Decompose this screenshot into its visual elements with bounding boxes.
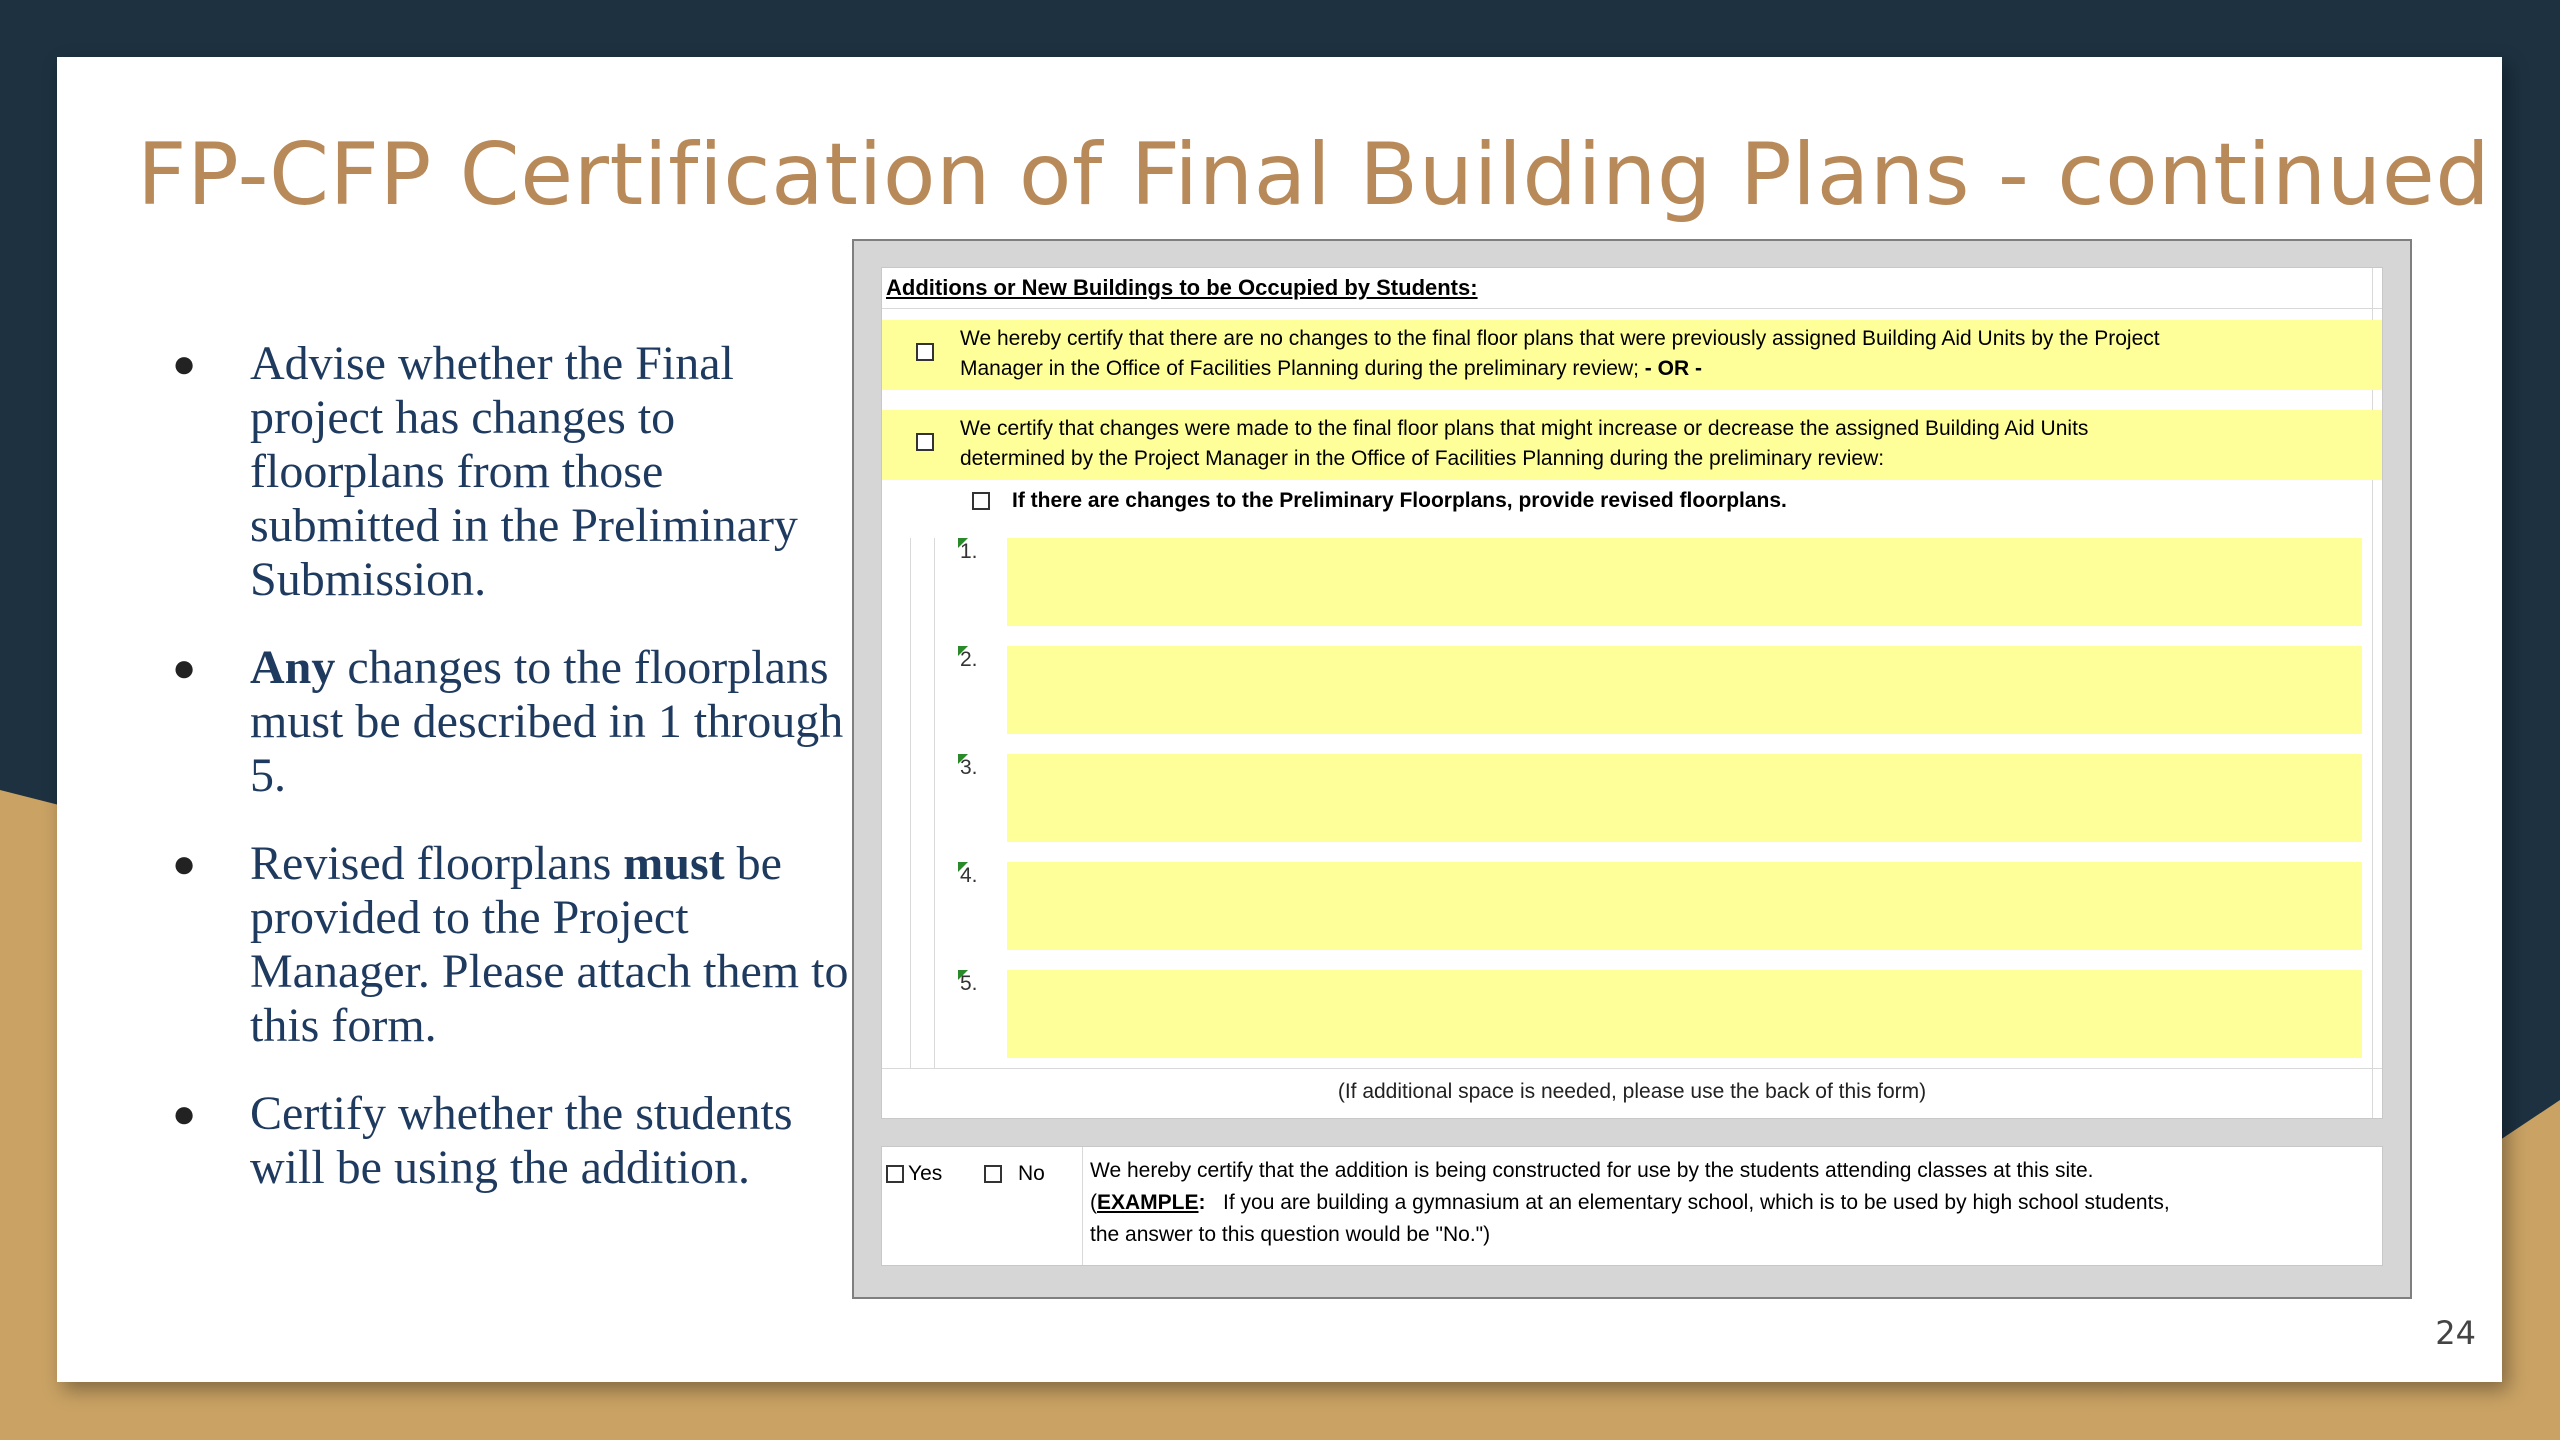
form-header: Additions or New Buildings to be Occupied by Students: (886, 275, 1478, 300)
change-field-5[interactable] (1007, 970, 2362, 1058)
sub-check-label: If there are changes to the Preliminary Floorplans, provide revised floorplans. (1012, 489, 1787, 512)
grid-line (882, 308, 2382, 309)
bullet-icon: ● (172, 1091, 197, 1136)
yes-label: Yes (908, 1162, 943, 1185)
certification-text: We hereby certify that the addition is being constructed for use by the students attending classes at this site. (EXAMPLE: If you are building a gymnasium at an elementary school, which is to be used by high school students, the answer to this question would be "No.") (1090, 1159, 2170, 1246)
checkbox-revised-floorplans[interactable] (972, 492, 990, 510)
page-number: 24 (2435, 1314, 2476, 1352)
additional-space-note: (If additional space is needed, please use the back of this form) (1337, 1080, 1927, 1103)
grid-line (934, 538, 935, 1068)
checkbox-yes[interactable] (886, 1165, 904, 1183)
no-label: No (1018, 1162, 1045, 1185)
bullet-list (172, 337, 852, 1229)
change-field-4[interactable] (1007, 862, 2362, 950)
bullet-icon: ● (172, 841, 197, 886)
grid-line (882, 1068, 2382, 1069)
checkbox-no-changes[interactable] (916, 343, 934, 361)
grid-line (1082, 1147, 1083, 1265)
bullet-item: ● Certify whether the students will be using the addition. (172, 1087, 793, 1194)
checkbox-changes[interactable] (916, 433, 934, 451)
bullet-item: ● Any changes to the floorplans must be described in 1 through 5. (172, 641, 844, 802)
grid-line (2372, 268, 2373, 1118)
change-field-3[interactable] (1007, 754, 2362, 842)
bullet-item: ● Revised floorplans must be provided to the Project Manager. Please attach them to this form. (172, 837, 849, 1052)
grid-line (910, 538, 911, 1068)
form-sheet-bottom (881, 1146, 2383, 1266)
form-screenshot (852, 239, 2412, 1299)
checkbox-no[interactable] (984, 1165, 1002, 1183)
option-no-changes-row: We hereby certify that there are no changes to the final floor plans that were previously assigned Building Aid Units by the Project Manager in the Office of Facilities Planning during the preliminary review; - OR - (882, 320, 2382, 390)
change-field-1[interactable] (1007, 538, 2362, 626)
bullet-icon: ● (172, 341, 197, 386)
slide-title: FP-CFP Certification of Final Building Plans - continued (137, 125, 2491, 225)
bullet-icon: ● (172, 645, 197, 690)
bullet-item: ● Advise whether the Final project has changes to floorplans from those submitted in the Preliminary Submission. (172, 337, 798, 606)
form-sheet-top: Additions or New Buildings to be Occupied by Students: We hereby certify that there are no changes to the final floor plans that were previously assigned Building Aid Units by the Project Manager in the Office of Facilities Planning during the preliminary review; - OR - We certify that changes were made to the final floor plans that might increase or decrease the assigned Building Aid Units determined by the Project Manager in the Office of Facilities Planning during the preliminary review: If there are changes to the Preliminary Floorplans, provide revised floorplans. 1. 2. 3. 4. 5. (If additional space is needed, please use the back of this form) (881, 267, 2383, 1119)
change-field-2[interactable] (1007, 646, 2362, 734)
option-changes-row: We certify that changes were made to the final floor plans that might increase or decrease the assigned Building Aid Units determined by the Project Manager in the Office of Facilities Planning during the preliminary review: (882, 410, 2382, 480)
slide (57, 57, 2502, 1382)
